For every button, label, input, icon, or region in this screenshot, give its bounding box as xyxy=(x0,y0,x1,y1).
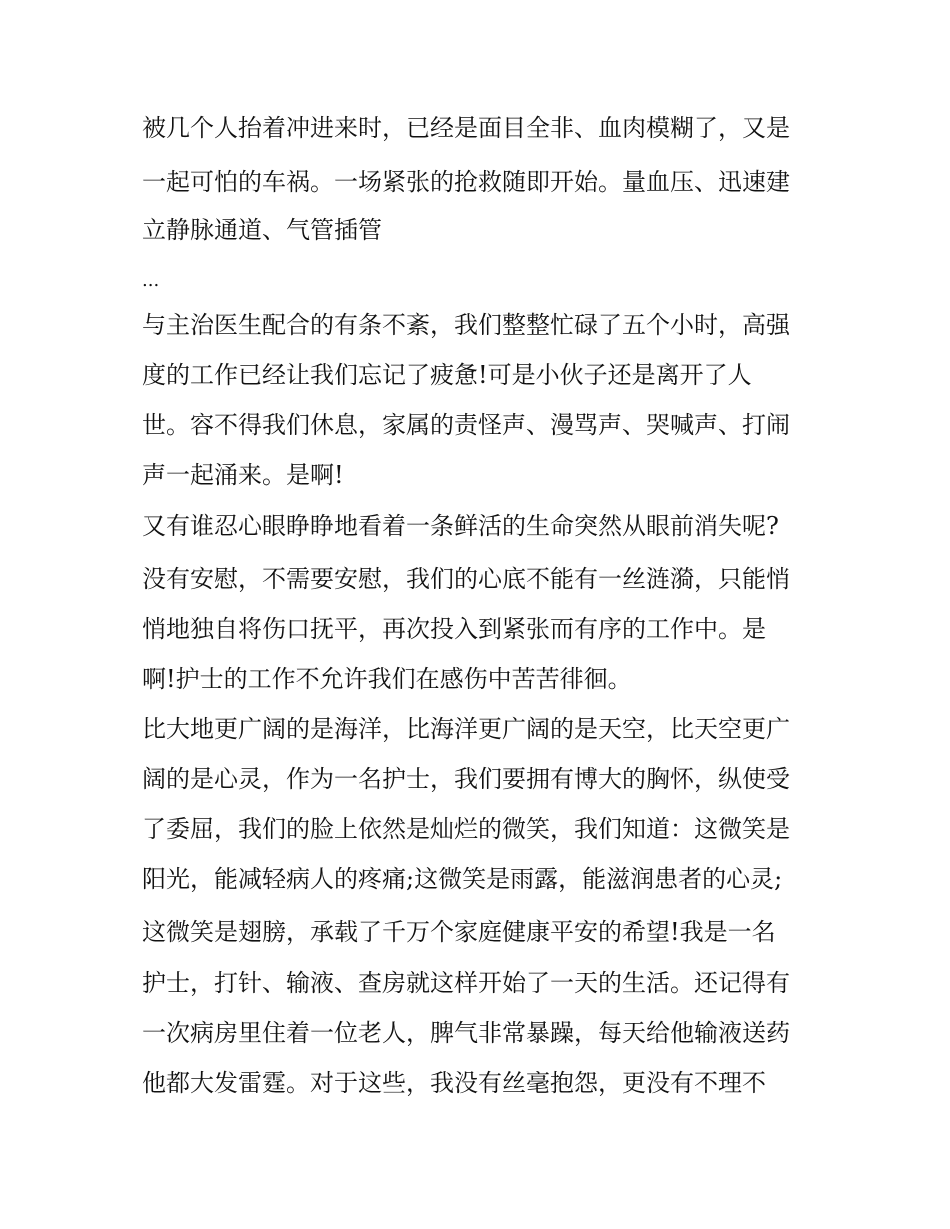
text-line: 悄地独自将伤口抚平，再次投入到紧张而有序的工作中。是 xyxy=(142,615,766,643)
text-line: 他都大发雷霆。对于这些，我没有丝毫抱怨，更没有不理不 xyxy=(142,1069,766,1097)
text-line: 阳光，能减轻病人的疼痛;这微笑是雨露，能滋润患者的心灵; xyxy=(142,865,783,893)
text-line: 一起可怕的车祸。一场紧张的抢救随即开始。量血压、迅速建 xyxy=(142,168,790,196)
text-line: 比大地更广阔的是海洋，比海洋更广阔的是天空，比天空更广 xyxy=(142,715,790,743)
text-line: 声一起涌来。是啊! xyxy=(142,461,344,489)
text-line: 啊!护士的工作不允许我们在感伤中苦苦徘徊。 xyxy=(142,665,632,693)
text-line: 又有谁忍心眼睁睁地看着一条鲜活的生命突然从眼前消失呢? xyxy=(142,512,779,540)
text-line: ... xyxy=(142,270,160,291)
text-line: 一次病房里住着一位老人，脾气非常暴躁，每天给他输液送药 xyxy=(142,1019,790,1047)
text-line: 没有安慰，不需要安慰，我们的心底不能有一丝涟漪，只能悄 xyxy=(142,565,790,593)
text-line: 护士，打针、输液、查房就这样开始了一天的生活。还记得有 xyxy=(142,969,790,997)
text-line: 度的工作已经让我们忘记了疲惫!可是小伙子还是离开了人 xyxy=(142,361,752,389)
text-line: 这微笑是翅膀，承载了千万个家庭健康平安的希望!我是一名 xyxy=(142,918,776,946)
text-line: 世。容不得我们休息，家属的责怪声、漫骂声、哭喊声、打闹 xyxy=(142,411,790,439)
text-line: 立静脉通道、气管插管 xyxy=(142,216,382,244)
text-line: 了委屈，我们的脸上依然是灿烂的微笑，我们知道：这微笑是 xyxy=(142,815,790,843)
text-line: 被几个人抬着冲进来时，已经是面目全非、血肉模糊了，又是 xyxy=(142,114,790,142)
text-line: 阔的是心灵，作为一名护士，我们要拥有博大的胸怀，纵使受 xyxy=(142,765,790,793)
text-line: 与主治医生配合的有条不紊，我们整整忙碌了五个小时，高强 xyxy=(142,311,790,339)
